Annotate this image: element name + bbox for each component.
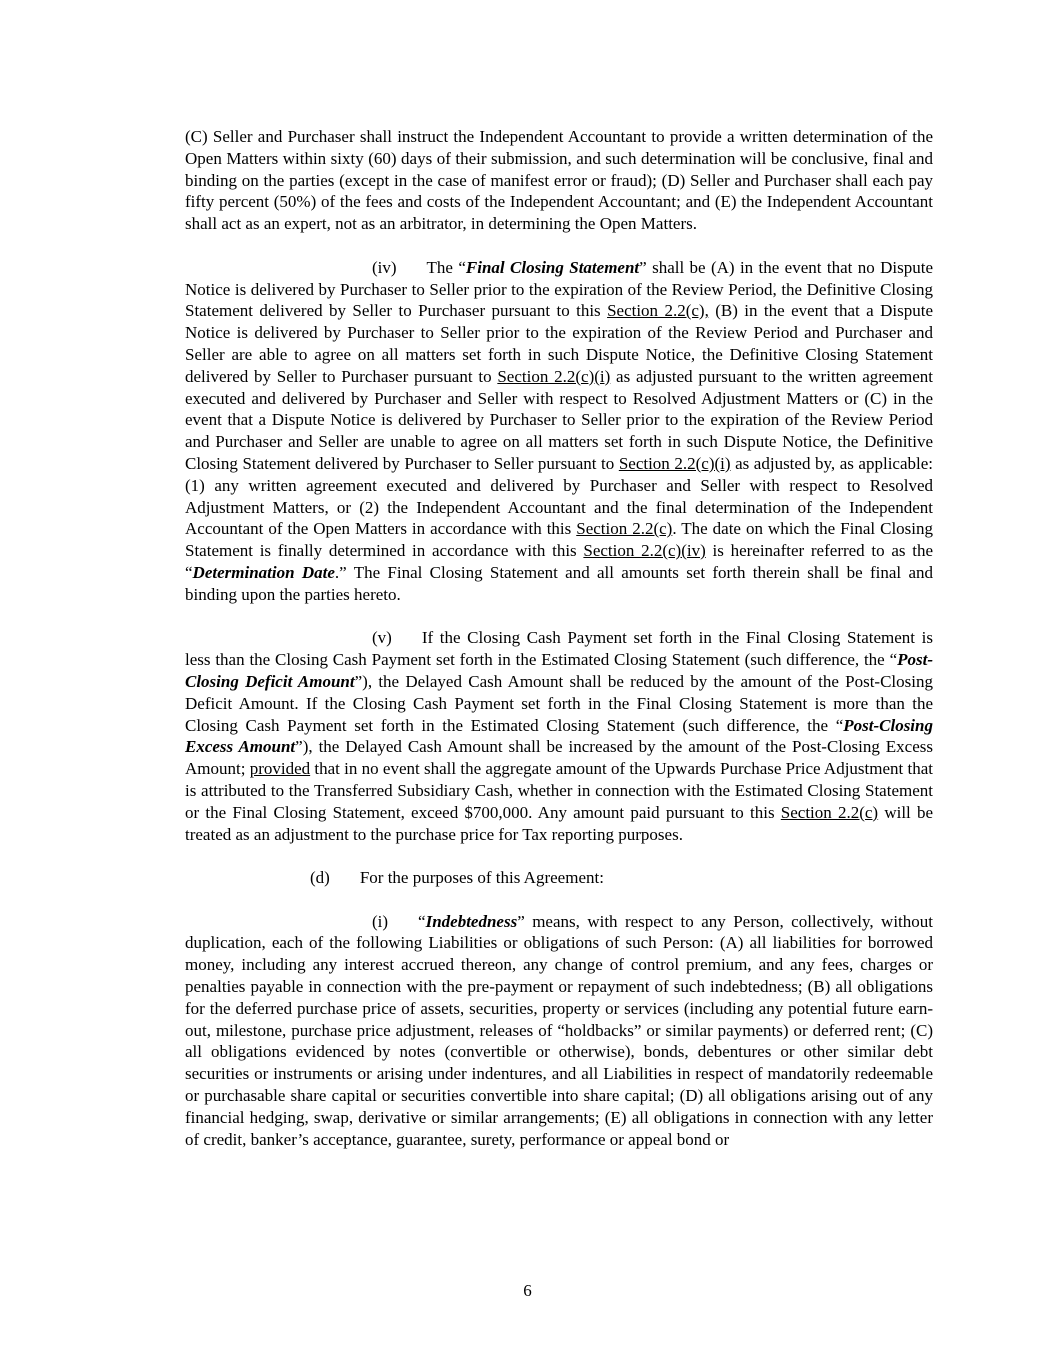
text-run: (v) bbox=[372, 628, 392, 648]
text-run: will be treated as an adjustment to the purchase price for Tax reporting purposes. bbox=[185, 802, 934, 844]
text-run: .” The Final Closing Statement and all amounts set forth therein shall be final and binding upon the parties hereto. bbox=[185, 562, 933, 604]
defined-term: Final Closing Statement bbox=[465, 257, 640, 277]
text-run: ” shall be (A) in the event that no Dispute Notice is delivered by Purchaser to Seller prior to the expiration of the Review Period, the Definitive Closing Statement delivered by Seller to Purchaser pursuant to this bbox=[185, 257, 933, 321]
text-run: that in no event shall the aggregate amount of the Upwards Purchase Price Adjustment that is attributed to the Transferred Subsidiary Cash, whether in connection with the Estimated Closing Statement or the Final Closing Statement, exceed $700,000. Any amount paid pursuant to this bbox=[185, 759, 934, 822]
section-reference: Section 2.2(c), bbox=[607, 301, 709, 321]
text-run: ”), the Delayed Cash Amount shall be reduced by the amount of the Post-Closing Deficit Amount. If the Closing Cash Payment set forth in the Final Closing Statement is more than the Closing Cash Payment set forth in the Estimated Closing Statement (such difference, the “ bbox=[185, 671, 933, 735]
section-reference: Section 2.2(c)(i) bbox=[497, 366, 611, 386]
paragraph-c-continuation bbox=[185, 126, 933, 235]
text-run: (i) bbox=[372, 911, 389, 931]
text-run: . The date on which the Final Closing Statement is finally determined in accordance with this bbox=[185, 519, 934, 561]
section-reference: Section 2.2(c)(i) bbox=[618, 453, 731, 473]
paragraph-v-post-closing-adjustment bbox=[185, 627, 933, 845]
text-run: ”), the Delayed Cash Amount shall be increased by the amount of the Post-Closing Excess Amount; bbox=[185, 737, 934, 779]
defined-term: Post-Closing Excess Amount bbox=[185, 715, 933, 757]
text-run: (B) in the event that a Dispute Notice is delivered by Purchaser to Seller prior to the expiration of the Review Period and Purchaser and Seller are able to agree on all matters set forth in such Dispute Notice, the Definitive Closing Statement delivered by Seller to Purchaser pursuant to bbox=[185, 301, 934, 386]
text-run: For the purposes of this Agreement: bbox=[359, 868, 604, 888]
defined-term: Determination Date bbox=[192, 562, 335, 582]
text-run: “ bbox=[418, 911, 426, 931]
text-run: as adjusted by, as applicable: (1) any written agreement executed and delivered by Purchaser and Seller with respect to Resolved Adjustment Matters, or (2) the Independent Accountant and the final determination of the Independent Accountant of the Open Matters in accordance with this bbox=[185, 453, 934, 539]
defined-term: Indebtedness bbox=[425, 911, 518, 931]
paragraph-iv-final-closing-statement bbox=[185, 257, 933, 606]
text-run: (d) bbox=[310, 868, 330, 888]
document-body bbox=[185, 126, 933, 1150]
text-run: (iv) bbox=[372, 257, 397, 277]
section-reference: provided bbox=[249, 759, 311, 779]
text-run: (C) Seller and Purchaser shall instruct the Independent Accountant to provide a written determination of the Open Matters within sixty (60) days of their submission, and such determination will be conclusive, final and binding on the parties (except in the case of manifest error or fraud); (D) Seller and Purchaser shall each pay fifty percent (50%) of the fees and costs of the Independent Accountant; and (E) the Independent Accountant shall act as an expert, not as an arbitrator, in determining the Open Matters. bbox=[185, 127, 933, 234]
text-run: The “ bbox=[426, 257, 466, 277]
defined-term: Post-Closing Deficit Amount bbox=[185, 650, 933, 691]
page-number: 6 bbox=[523, 1281, 532, 1300]
paragraph-d-purposes bbox=[185, 867, 933, 889]
text-run: ” means, with respect to any Person, collectively, without duplication, each of the following Liabilities or obligations of such Person: (A) all liabilities for borrowed money, including any interest accrued thereon, any change of control premium, and any fees, charges or penalties payable in connection with the pre-payment or repayment of such indebtedness; (B) all obligations for the deferred purchase price of assets, securities, property or services (including any potential future earn-out, milestone, purchase price adjustment, releases of “holdbacks” or similar payments) or deferred rent; (C) all obligations evidenced by notes (convertible or otherwise), bonds, debentures or other similar debt securities or instruments or arising under indentures, and all Liabilities in respect of mandatorily redeemable or purchasable share capital or securities convertible into share capital; (D) all obligations arising out of any financial hedging, swap, derivative or similar arrangements; (E) all obligations in connection with any letter of credit, banker’s acceptance, guarantee, surety, performance or appeal bond or bbox=[185, 911, 933, 1149]
section-reference: Section 2.2(c) bbox=[576, 519, 673, 539]
text-run: If the Closing Cash Payment set forth in the Final Closing Statement is less than the Closing Cash Payment set forth in the Estimated Closing Statement (such difference, the “ bbox=[185, 628, 933, 670]
paragraph-i-indebtedness-definition bbox=[185, 911, 933, 1151]
section-reference: Section 2.2(c)(iv) bbox=[583, 541, 706, 561]
section-reference: Section 2.2(c) bbox=[780, 802, 879, 822]
text-run: is hereinafter referred to as the “ bbox=[185, 541, 934, 582]
text-run: as adjusted pursuant to the written agreement executed and delivered by Purchaser and Seller with respect to Resolved Adjustment Matters or (C) in the event that a Dispute Notice is delivered by Purchaser to Seller prior to the expiration of the Review Period and Purchaser and Seller are unable to agree on all matters set forth in such Dispute Notice, the Definitive Closing Statement delivered by Purchaser to Seller pursuant to bbox=[185, 366, 933, 473]
